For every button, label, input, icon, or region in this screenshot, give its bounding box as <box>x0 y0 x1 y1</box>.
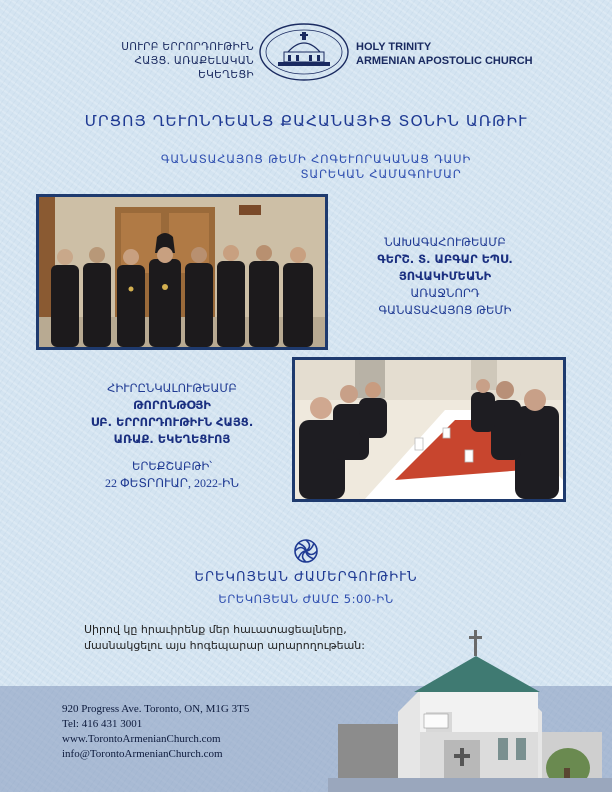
church-seal-logo <box>258 22 350 82</box>
page-title: ՄՐՑՈՅ ՂԵՒՈՆԴԵԱՆՑ ՔԱՀԱՆԱՅԻՑ ՏՕՆԻՆ ԱՌԹԻՒ <box>84 112 528 130</box>
church-name-english <box>356 40 576 68</box>
church-building-image <box>328 628 612 792</box>
eternity-emblem-icon <box>293 538 319 564</box>
church-name-hy-line1: ՍՈՒՐԲ ԵՐՐՈՐԴՈՒԹԻՒՆ <box>121 41 254 53</box>
hosting-church-line2: ԱՌԱՔ. ԵԿԵՂԵՑՒՈՅ <box>113 432 231 446</box>
meeting-photo <box>292 357 566 502</box>
group-photo-clergy <box>36 194 328 350</box>
event-date: 22 ՓԵՏՐՈՒԱՐ, 2022-ԻՆ <box>104 476 240 490</box>
hosting-church-line1: ՍԲ. ԵՐՐՈՐԴՈՒԹԻՒՆ ՀԱՅՑ. <box>90 415 254 429</box>
invitation-line1: Սիրով կը հրաւիրենք մեր հաւատացեալները, <box>84 623 347 636</box>
presiding-bishop-name-line1: ԳԵՐՇ. Տ. ԱԲԳԱՐ ԵՊՍ. <box>377 252 513 266</box>
presidency-block <box>330 234 560 319</box>
church-name-en-line2: ARMENIAN APOSTOLIC CHURCH <box>356 55 533 67</box>
presiding-bishop-name-line2: ՅՈՎԱԿԻՄԵԱՆԻ <box>398 269 492 283</box>
church-name-hy-line2: ՀԱՅՑ. ԱՌԱՔԵԼԱԿԱՆ ԵԿԵՂԵՑԻ <box>134 55 254 81</box>
event-weekday: ԵՐԵՔՇԱԲԹԻ՝ <box>131 459 213 473</box>
event-title: ԵՐԵԿՈՅԵԱՆ ԺԱՄԵՐԳՈՒԹԻՒՆ <box>194 570 418 585</box>
hosting-label: ՀԻՒՐԸՆԿԱԼՈՒԹԵԱՄԲ <box>107 381 237 395</box>
event-time: ԵՐԵԿՈՅԵԱՆ ԺԱՄԸ 5:00-ԻՆ <box>218 592 394 606</box>
hosting-block <box>62 380 282 492</box>
presidency-label: ՆԱԽԱԳԱՀՈՒԹԵԱՄԲ <box>384 235 506 249</box>
invitation-line2: մասնակցելու այս հոգեպարար արարողութեան: <box>84 639 365 652</box>
contact-info <box>62 702 249 762</box>
contact-address: 920 Progress Ave. Toronto, ON, M1G 3T5 <box>62 703 250 715</box>
contact-website[interactable]: www.TorontoArmenianChurch.com <box>62 733 221 745</box>
contact-email[interactable]: info@TorontoArmenianChurch.com <box>62 748 223 760</box>
church-name-armenian <box>78 40 254 82</box>
subtitle-line1: ԳԱՆԱՏԱՀԱՅՈՑ ԹԵՄԻ ՀՈԳԵՒՈՐԱԿԱՆԱՑ ԴԱՍԻ <box>160 152 472 166</box>
presiding-bishop-diocese: ԳԱՆԱՏԱՀԱՅՈՑ ԹԵՄԻ <box>378 303 512 317</box>
contact-phone: Tel: 416 431 3001 <box>62 718 143 730</box>
presiding-bishop-role: ԱՌԱՋՆՈՐԴ <box>410 286 480 300</box>
hosting-city: ԹՈՐՈՆԹՕՅԻ <box>133 398 211 412</box>
church-name-en-line1: HOLY TRINITY <box>356 41 432 53</box>
subtitle-line2: ՏԱՐԵԿԱՆ ՀԱՄԱԳՈՒՄԱՐ <box>300 167 462 181</box>
